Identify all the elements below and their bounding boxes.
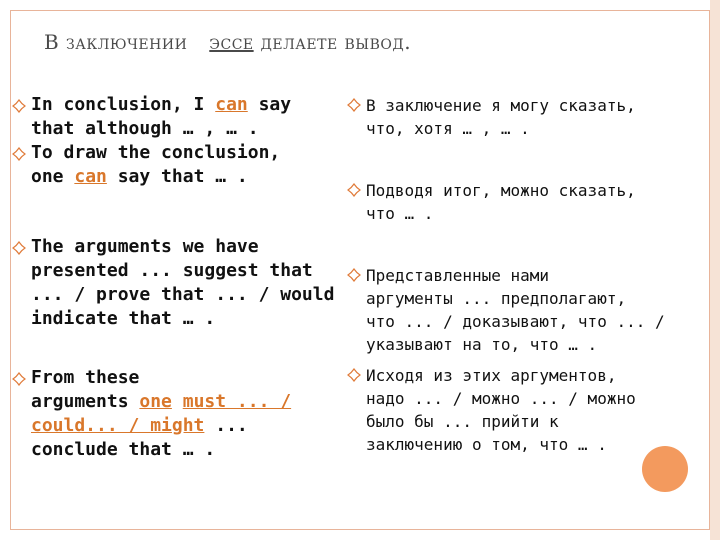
- highlight-can: can: [74, 166, 107, 187]
- highlight-must: must ... /: [182, 391, 292, 412]
- title-part1: В заключении: [44, 30, 188, 54]
- decorative-stripe: [710, 0, 720, 540]
- title-part2: эссе: [209, 30, 254, 54]
- list-item-4: From these arguments one must ... / could... / might ... conclude that … .: [31, 367, 292, 460]
- ornate-bullet-icon: [12, 147, 26, 161]
- highlight-can: can: [215, 94, 248, 115]
- list-item-1: In conclusion, I can say that although … , … .: [31, 94, 292, 139]
- highlight-could-might: could... / might: [31, 415, 205, 436]
- ornate-bullet-icon: [347, 183, 361, 197]
- list-item-4: Исходя из этих аргументов, надо ... / можно ... / можно было бы ... прийти к заключению о том, что … .: [366, 366, 636, 454]
- ornate-bullet-icon: [347, 368, 361, 382]
- highlight-one: one: [139, 391, 172, 412]
- decorative-circle: [642, 446, 688, 492]
- ornate-bullet-icon: [347, 268, 361, 282]
- list-item-2: To draw the conclusion, one can say that … .: [31, 142, 281, 187]
- list-item-1: В заключение я могу сказать, что, хотя … , … .: [366, 96, 636, 138]
- ornate-bullet-icon: [12, 99, 26, 113]
- list-item-3: Представленные нами аргументы ... предполагают, что ... / доказывают, что ... / указывают на то, что … .: [366, 266, 665, 354]
- ornate-bullet-icon: [12, 372, 26, 386]
- list-item-2: Подводя итог, можно сказать, что … .: [366, 181, 636, 223]
- list-item-3: The arguments we have presented ... suggest that ... / prove that ... / would indicate that … .: [31, 236, 335, 329]
- title-part3: делаете вывод.: [260, 30, 412, 54]
- ornate-bullet-icon: [347, 98, 361, 112]
- slide-title: [44, 30, 411, 54]
- ornate-bullet-icon: [12, 241, 26, 255]
